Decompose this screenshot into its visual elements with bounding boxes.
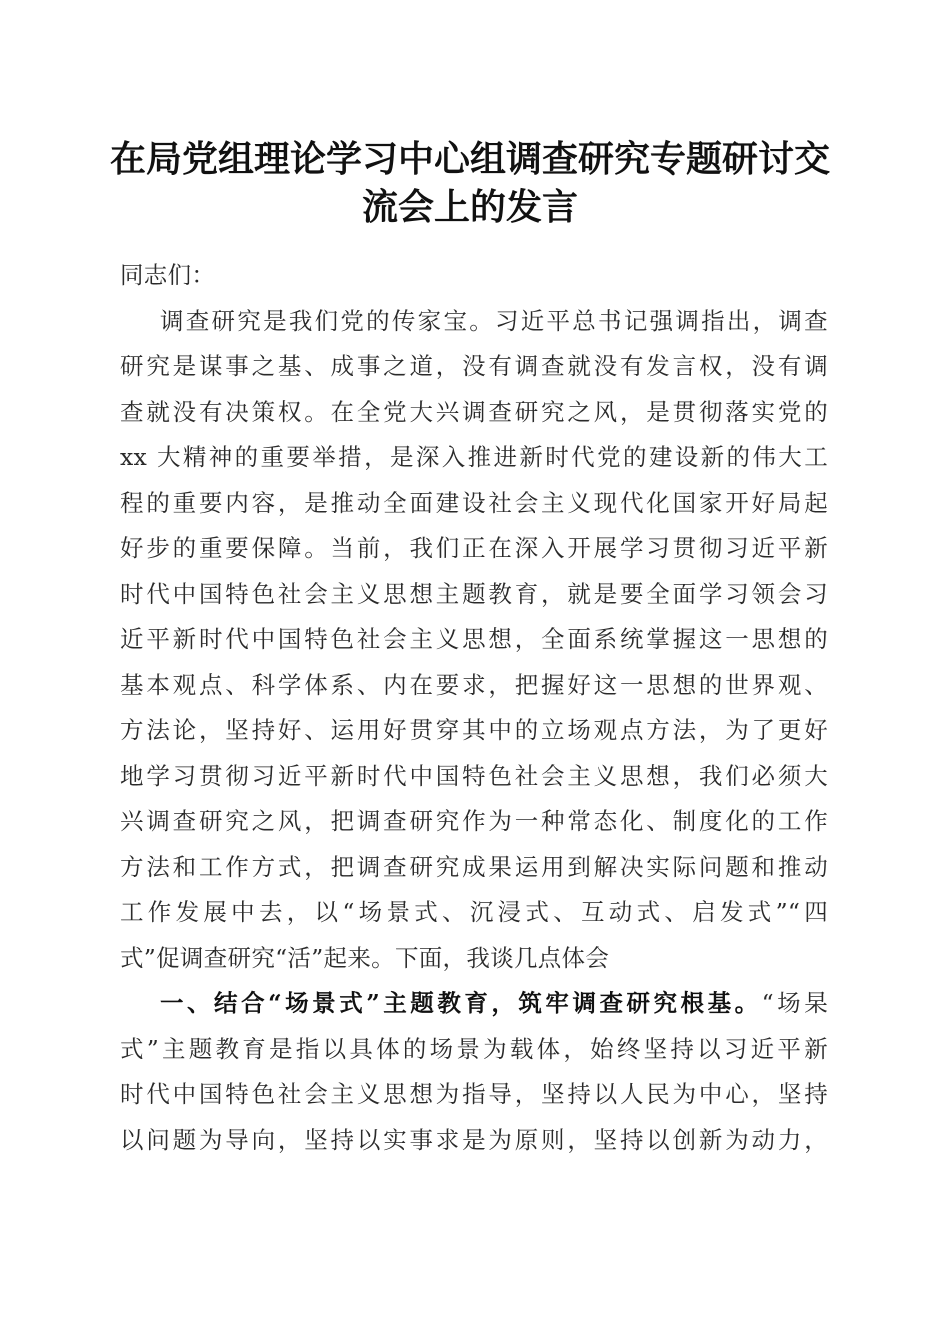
salutation: 同志们： xyxy=(120,261,216,289)
paragraph-line: 以问题为导向，坚持以实事求是为原则，坚持以创新为动力， xyxy=(120,1125,828,1154)
paragraph-line: xx 大精神的重要举措，是深入推进新时代党的建设新的伟大工 xyxy=(120,443,828,471)
paragraph-line: 近平新时代中国特色社会主义思想，全面系统掌握这一思想的 xyxy=(120,625,828,653)
document-title xyxy=(110,135,830,231)
section-1-heading: 一、结合“场景式”主题教育，筑牢调查研究根基。 xyxy=(160,989,762,1017)
paragraph-line: 地学习贯彻习近平新时代中国特色社会主义思想，我们必须大 xyxy=(120,761,828,790)
paragraph-line: 研究是谋事之基、成事之道，没有调查就没有发言权，没有调 xyxy=(120,352,828,380)
paragraph-line: 工作发展中去，以“场景式、沉浸式、互动式、启发式”“四 xyxy=(120,898,828,926)
paragraph-line: 式”主题教育是指以具体的场景为载体，始终坚持以习近平新 xyxy=(120,1034,828,1063)
paragraph-1 xyxy=(120,299,828,982)
paragraph-line: 查就没有决策权。在全党大兴调查研究之风，是贯彻落实党的 xyxy=(120,397,828,426)
paragraph-line: 方法论，坚持好、运用好贯穿其中的立场观点方法，为了更好 xyxy=(120,716,828,744)
paragraph-line: 基本观点、科学体系、内在要求，把握好这一思想的世界观、 xyxy=(120,670,828,699)
document-body xyxy=(120,253,828,1163)
paragraph-line: 好步的重要保障。当前，我们正在深入开展学习贯彻习近平新 xyxy=(120,534,828,562)
section-1 xyxy=(120,981,828,1163)
paragraph-line: 式”促调查研究“活”起来。下面，我谈几点体会 xyxy=(120,943,610,972)
paragraph-line: 时代中国特色社会主义思想主题教育，就是要全面学习领会习 xyxy=(120,579,828,608)
paragraph-line: 兴调查研究之风，把调查研究作为一种常态化、制度化的工作 xyxy=(120,807,828,835)
title-line-2: 流会上的发言 xyxy=(361,186,578,228)
title-line-1: 在局党组理论学习中心组调查研究专题研讨交 xyxy=(110,138,831,180)
paragraph-line: 程的重要内容，是推动全面建设社会主义现代化国家开好局起 xyxy=(120,488,828,517)
paragraph-line: 时代中国特色社会主义思想为指导，坚持以人民为中心，坚持 xyxy=(120,1080,828,1108)
paragraph-line: 方法和工作方式，把调查研究成果运用到解决实际问题和推动 xyxy=(120,852,828,881)
paragraph-line: 调查研究是我们党的传家宝。习近平总书记强调指出，调查 xyxy=(160,306,828,335)
section-1-first-line-rest: “场杲 xyxy=(761,989,828,1017)
section-1-first-line xyxy=(120,981,828,1027)
